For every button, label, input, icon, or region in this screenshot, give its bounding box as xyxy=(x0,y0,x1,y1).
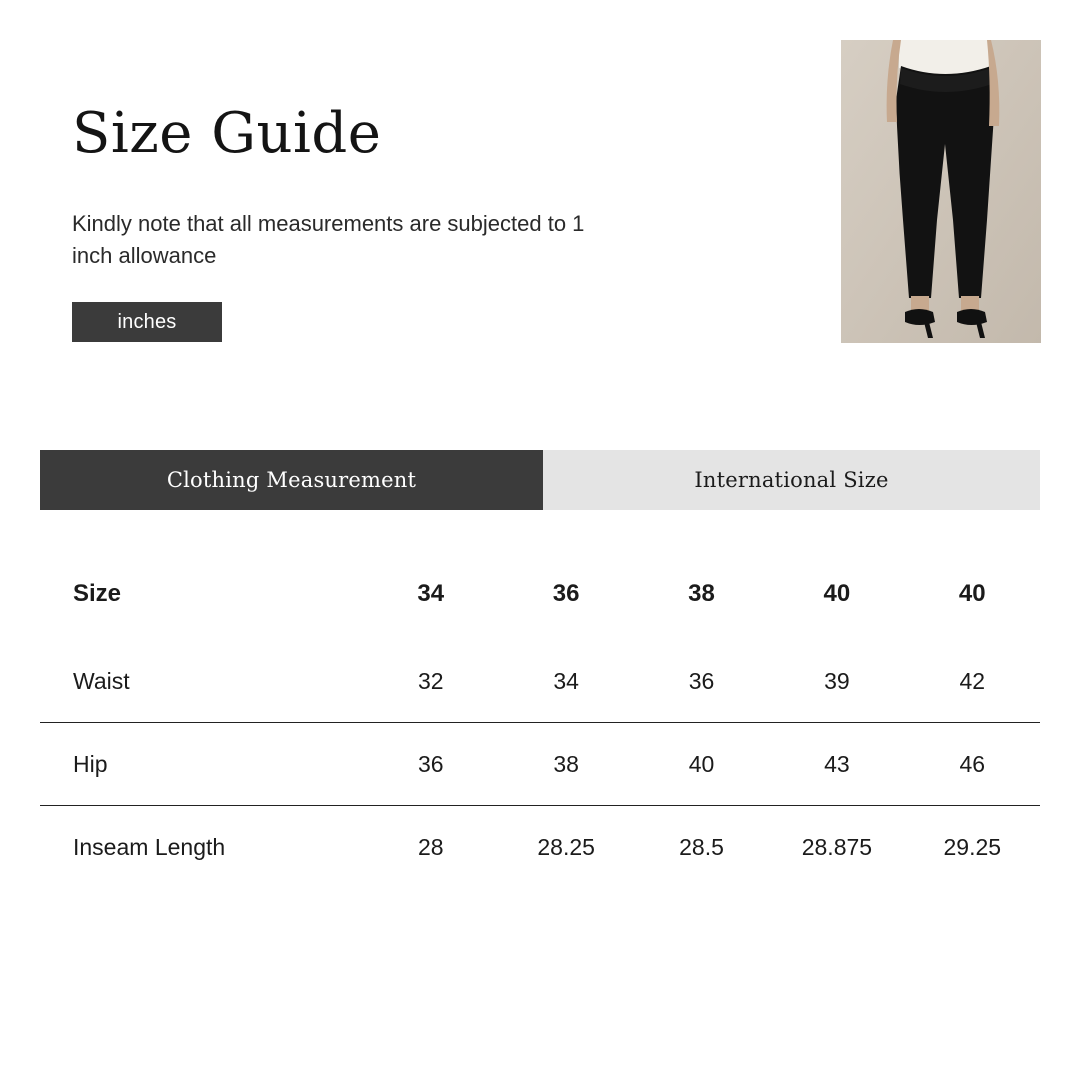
product-photo xyxy=(841,40,1041,343)
row-cell: 34 xyxy=(553,667,579,694)
size-table xyxy=(40,450,1040,888)
table-row xyxy=(40,548,1040,640)
page-title: Size Guide xyxy=(72,101,382,166)
row-cell: 46 xyxy=(959,750,986,777)
row-label: Waist xyxy=(73,667,130,694)
row-cell: 28.25 xyxy=(537,833,595,860)
row-cell: 36 xyxy=(552,580,580,607)
table-header xyxy=(40,450,1040,510)
model-photo-illustration xyxy=(841,40,1041,343)
row-cell: 28.5 xyxy=(679,833,724,860)
row-cell: 36 xyxy=(688,667,715,694)
row-label: Hip xyxy=(73,750,108,777)
row-cell: 28.875 xyxy=(801,833,873,860)
table-header-clothing-measurement: Clothing Measurement xyxy=(40,450,543,510)
table-header-international-size: International Size xyxy=(543,450,1040,510)
unit-badge: inches xyxy=(72,302,222,342)
row-cell: 42 xyxy=(959,667,986,694)
table-row xyxy=(40,723,1040,805)
row-cell: 29.25 xyxy=(943,833,1002,860)
row-cell: 34 xyxy=(417,580,445,607)
row-label: Inseam Length xyxy=(73,833,226,860)
row-cell: 43 xyxy=(824,750,850,777)
row-cell: 36 xyxy=(417,750,444,777)
row-cell: 28 xyxy=(417,833,444,860)
row-cell: 40 xyxy=(688,750,715,777)
row-cell: 38 xyxy=(553,750,579,777)
table-row xyxy=(40,806,1040,888)
measurement-note: Kindly note that all measurements are subjected to 1 inch allowance xyxy=(72,211,585,268)
row-cell: 39 xyxy=(824,667,850,694)
row-cell: 40 xyxy=(823,580,851,607)
row-cell: 32 xyxy=(417,667,444,694)
row-label: Size xyxy=(73,580,122,607)
row-cell: 40 xyxy=(958,580,986,607)
row-cell: 38 xyxy=(688,580,715,607)
table-row xyxy=(40,640,1040,722)
